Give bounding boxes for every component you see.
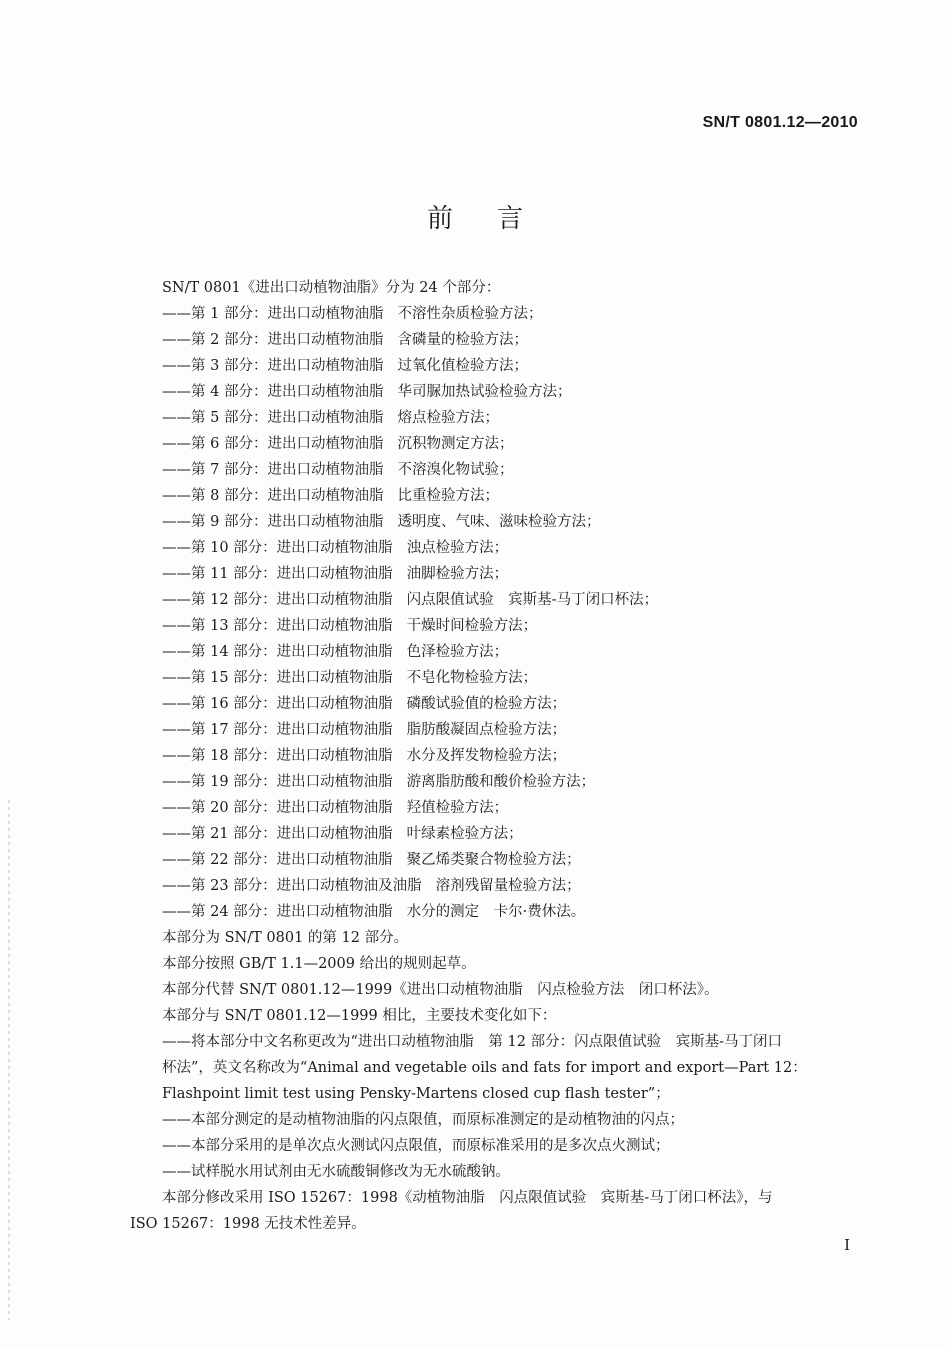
part-number-label: ——第 23 部分：进出口动植物油及油脂 (162, 878, 422, 894)
part-title: 水分及挥发物检验方法； (406, 748, 567, 764)
part-list-item (130, 665, 870, 691)
change-item-flashpoint: ——本部分测定的是动植物油脂的闪点限值，而原标准测定的是动植物油的闪点； (162, 1112, 684, 1128)
part-number-label: ——第 3 部分：进出口动植物油脂 (162, 358, 384, 374)
part-title: 沉积物测定方法； (397, 436, 514, 452)
part-number-label: ——第 1 部分：进出口动植物油脂 (162, 306, 384, 322)
part-number-label: ——第 5 部分：进出口动植物油脂 (162, 410, 384, 426)
part-number-label: ——第 8 部分：进出口动植物油脂 (162, 488, 384, 504)
part-number-label: ——第 9 部分：进出口动植物油脂 (162, 514, 384, 530)
document-code: SN/T 0801.12—2010 (702, 114, 858, 131)
part-list-item (130, 535, 870, 561)
part-title: 游离脂肪酸和酸价检验方法； (406, 774, 596, 790)
parts-list (130, 301, 870, 925)
page-number: Ⅰ (844, 1236, 850, 1254)
part-number-label: ——第 11 部分：进出口动植物油脂 (162, 566, 393, 582)
change-item-name-cont2: Flashpoint limit test using Pensky-Martens closed cup flash tester”； (162, 1086, 670, 1102)
part-title: 含磷量的检验方法； (397, 332, 528, 348)
part-list-item (130, 353, 870, 379)
scan-edge-artifact (8, 800, 10, 1320)
part-list-item (130, 899, 870, 925)
page-title: 前言 (426, 204, 567, 234)
part-list-item (130, 795, 870, 821)
part-title: 华司脲加热试验检验方法； (397, 384, 572, 400)
paragraph-drafting-rules: 本部分按照 GB/T 1.1—2009 给出的规则起草。 (162, 956, 476, 972)
part-number-label: ——第 21 部分：进出口动植物油脂 (162, 826, 393, 842)
change-item-reagent: ——试样脱水用试剂由无水硫酸铜修改为无水硫酸钠。 (162, 1164, 510, 1180)
foreword-body (130, 275, 870, 1237)
part-title: 不溶溴化物试验； (397, 462, 514, 478)
part-number-label: ——第 10 部分：进出口动植物油脂 (162, 540, 393, 556)
part-number-label: ——第 24 部分：进出口动植物油脂 (162, 904, 393, 920)
part-title: 透明度、气味、滋味检验方法； (397, 514, 601, 530)
part-list-item (130, 405, 870, 431)
part-number-label: ——第 16 部分：进出口动植物油脂 (162, 696, 393, 712)
part-number-label: ——第 14 部分：进出口动植物油脂 (162, 644, 393, 660)
part-list-item (130, 691, 870, 717)
part-list-item (130, 457, 870, 483)
part-number-label: ——第 18 部分：进出口动植物油脂 (162, 748, 393, 764)
paragraph-replaces: 本部分代替 SN/T 0801.12—1999《进出口动植物油脂 闪点检验方法 闭口杯法》。 (162, 982, 719, 998)
part-list-item (130, 847, 870, 873)
paragraph-changes-intro: 本部分与 SN/T 0801.12—1999 相比，主要技术变化如下： (162, 1008, 557, 1024)
change-item-name-cont: 杯法”，英文名称改为“Animal and vegetable oils and fats for import and export—Part 12： (162, 1060, 807, 1076)
part-title: 水分的测定 卡尔·费休法。 (406, 904, 586, 920)
part-title: 脂肪酸凝固点检验方法； (406, 722, 567, 738)
part-list-item (130, 509, 870, 535)
part-title: 色泽检验方法； (406, 644, 509, 660)
part-list-item (130, 873, 870, 899)
part-list-item (130, 561, 870, 587)
part-title: 油脚检验方法； (406, 566, 509, 582)
part-list-item (130, 821, 870, 847)
part-list-item (130, 379, 870, 405)
part-number-label: ——第 7 部分：进出口动植物油脂 (162, 462, 384, 478)
part-title: 聚乙烯类聚合物检验方法； (406, 852, 581, 868)
part-number-label: ——第 15 部分：进出口动植物油脂 (162, 670, 393, 686)
part-list-item (130, 613, 870, 639)
paragraph-iso-adoption-cont: ISO 15267：1998 无技术性差异。 (130, 1216, 366, 1232)
part-list-item (130, 743, 870, 769)
part-title: 闪点限值试验 宾斯基-马丁闭口杯法； (406, 592, 659, 608)
part-number-label: ——第 2 部分：进出口动植物油脂 (162, 332, 384, 348)
change-item-name: ——将本部分中文名称更改为“进出口动植物油脂 第 12 部分：闪点限值试验 宾斯基-马丁闭口 (162, 1034, 782, 1050)
paragraph-iso-adoption: 本部分修改采用 ISO 15267：1998《动植物油脂 闪点限值试验 宾斯基-马丁闭口杯法》，与 (162, 1190, 773, 1206)
part-list-item (130, 717, 870, 743)
part-number-label: ——第 19 部分：进出口动植物油脂 (162, 774, 393, 790)
paragraph-part-number: 本部分为 SN/T 0801 的第 12 部分。 (162, 930, 409, 946)
part-list-item (130, 431, 870, 457)
part-number-label: ——第 4 部分：进出口动植物油脂 (162, 384, 384, 400)
part-number-label: ——第 13 部分：进出口动植物油脂 (162, 618, 393, 634)
part-title: 磷酸试验值的检验方法； (406, 696, 567, 712)
part-title: 不溶性杂质检验方法； (397, 306, 543, 322)
part-title: 比重检验方法； (397, 488, 499, 504)
change-item-ignition: ——本部分采用的是单次点火测试闪点限值，而原标准采用的是多次点火测试； (162, 1138, 670, 1154)
part-title: 浊点检验方法； (406, 540, 509, 556)
part-title: 溶剂残留量检验方法； (435, 878, 581, 894)
part-list-item (130, 327, 870, 353)
part-title: 熔点检验方法； (397, 410, 499, 426)
part-title: 干燥时间检验方法； (406, 618, 538, 634)
part-list-item (130, 639, 870, 665)
part-title: 不皂化物检验方法； (406, 670, 538, 686)
part-list-item (130, 769, 870, 795)
part-list-item (130, 587, 870, 613)
part-list-item (130, 301, 870, 327)
part-number-label: ——第 12 部分：进出口动植物油脂 (162, 592, 393, 608)
intro-paragraph: SN/T 0801《进出口动植物油脂》分为 24 个部分： (162, 280, 501, 296)
part-list-item (130, 483, 870, 509)
part-number-label: ——第 20 部分：进出口动植物油脂 (162, 800, 393, 816)
part-number-label: ——第 6 部分：进出口动植物油脂 (162, 436, 384, 452)
part-title: 过氧化值检验方法； (397, 358, 528, 374)
part-title: 羟值检验方法； (406, 800, 509, 816)
part-title: 叶绿素检验方法； (406, 826, 523, 842)
part-number-label: ——第 17 部分：进出口动植物油脂 (162, 722, 393, 738)
part-number-label: ——第 22 部分：进出口动植物油脂 (162, 852, 393, 868)
